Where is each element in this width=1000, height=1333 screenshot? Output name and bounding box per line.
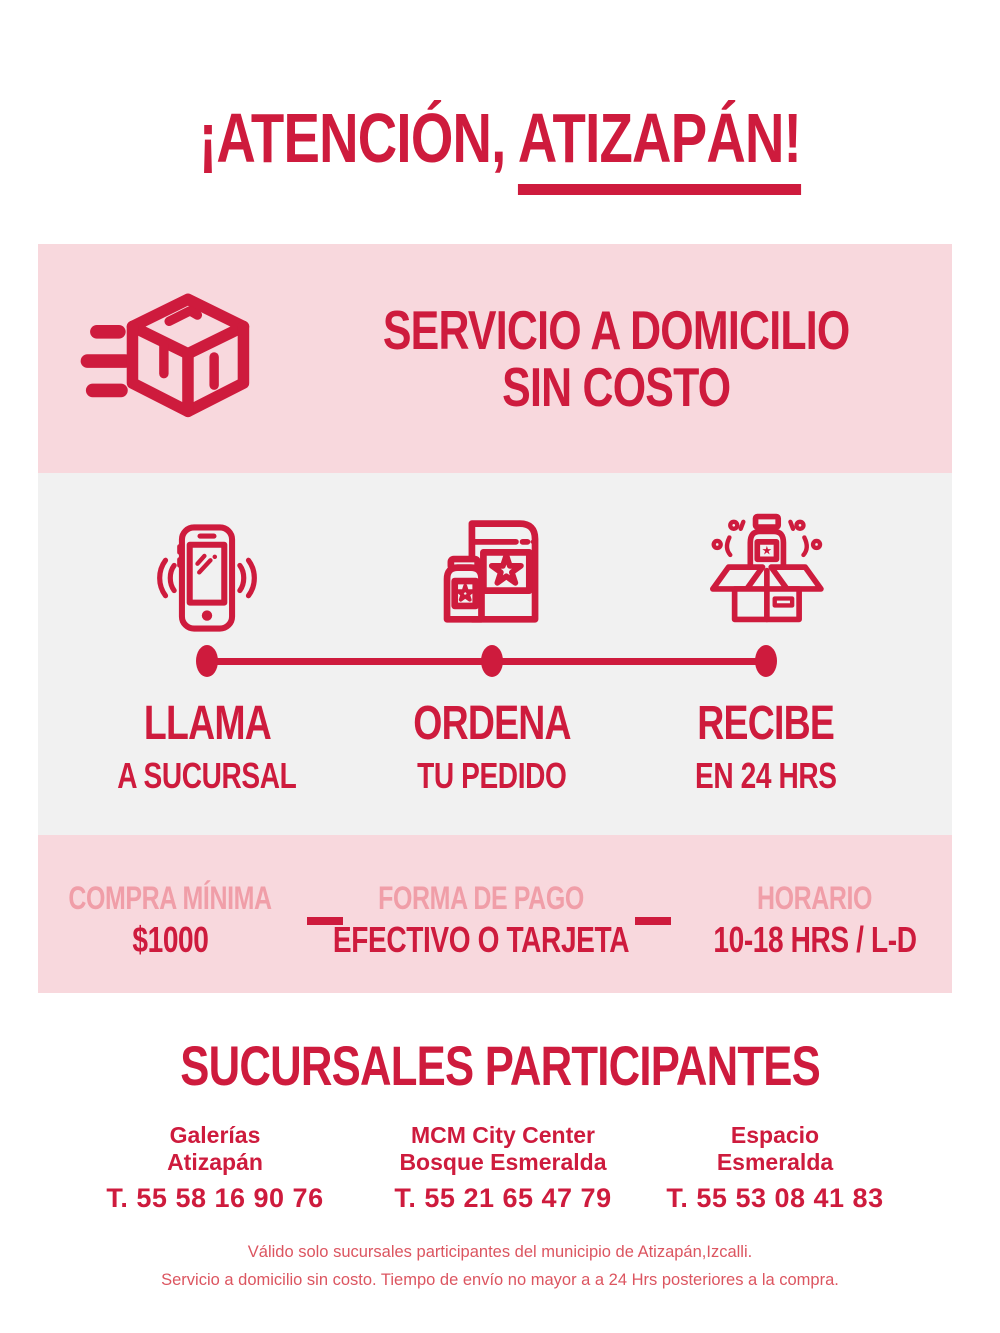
branch-name-line1: Galerías xyxy=(169,1122,261,1148)
steps-section xyxy=(38,473,952,835)
branch-phone: T. 55 21 65 47 79 xyxy=(394,1183,612,1213)
term-label: HORARIO xyxy=(757,880,873,916)
term-value: EFECTIVO O TARJETA xyxy=(332,919,630,960)
branch-name-line2: Bosque Esmeralda xyxy=(399,1149,607,1175)
hero-title-line1: SERVICIO A DOMICILIO xyxy=(383,298,850,361)
open-delivery-box-icon xyxy=(705,511,827,625)
term-label: COMPRA MÍNIMA xyxy=(68,880,272,916)
hero-title-line2: SIN COSTO xyxy=(502,355,731,418)
branch-name-line2: Atizapán xyxy=(167,1149,263,1175)
term-value: 10-18 HRS / L-D xyxy=(713,919,917,960)
step-3-title: RECIBE xyxy=(697,697,835,750)
branches-title: SUCURSALES PARTICIPANTES xyxy=(180,1034,820,1097)
step-1-title: LLAMA xyxy=(143,697,271,750)
branch-espacio-esmeralda xyxy=(666,1122,883,1213)
step-1-subtitle: A SUCURSAL xyxy=(117,755,297,796)
term-payment-method xyxy=(291,881,671,960)
shipping-box-icon xyxy=(74,292,259,426)
term-label: FORMA DE PAGO xyxy=(378,880,584,916)
legal-footer xyxy=(0,1238,1000,1294)
timeline-dot xyxy=(196,645,218,677)
timeline-dot xyxy=(481,645,503,677)
branch-phone: T. 55 58 16 90 76 xyxy=(106,1183,324,1213)
page-title-highlight: ATIZAPÁN! xyxy=(518,99,801,195)
branch-name-line1: Espacio xyxy=(730,1122,820,1148)
step-2-subtitle: TU PEDIDO xyxy=(417,755,567,796)
grocery-products-icon xyxy=(436,516,548,626)
hero-banner xyxy=(38,244,952,473)
page-title-prefix: ¡ATENCIÓN, xyxy=(198,99,518,177)
term-hours xyxy=(685,881,946,960)
term-minimum-purchase xyxy=(40,881,301,960)
timeline-dot xyxy=(755,645,777,677)
branch-mcm-city-center xyxy=(394,1122,611,1213)
step-2-title: ORDENA xyxy=(413,697,571,750)
page-title xyxy=(0,96,1000,180)
step-3-subtitle: EN 24 HRS xyxy=(695,755,837,796)
branch-galerias-atizapan xyxy=(106,1122,323,1213)
terms-section xyxy=(38,835,952,993)
term-value: $1000 xyxy=(131,919,209,960)
separator-dash xyxy=(635,917,671,925)
legal-line2: Servicio a domicilio sin costo. Tiempo de envío no mayor a a 24 Hrs posteriores a la compra. xyxy=(161,1271,839,1289)
hero-title xyxy=(317,298,915,418)
branch-name-line2: Esmeralda xyxy=(716,1149,834,1175)
branch-phone: T. 55 53 08 41 83 xyxy=(666,1183,884,1213)
vibrating-phone-icon xyxy=(156,523,258,633)
legal-line1: Válido solo sucursales participantes del municipio de Atizapán,Izcalli. xyxy=(247,1243,753,1261)
branch-name-line1: MCM City Center xyxy=(410,1122,596,1148)
